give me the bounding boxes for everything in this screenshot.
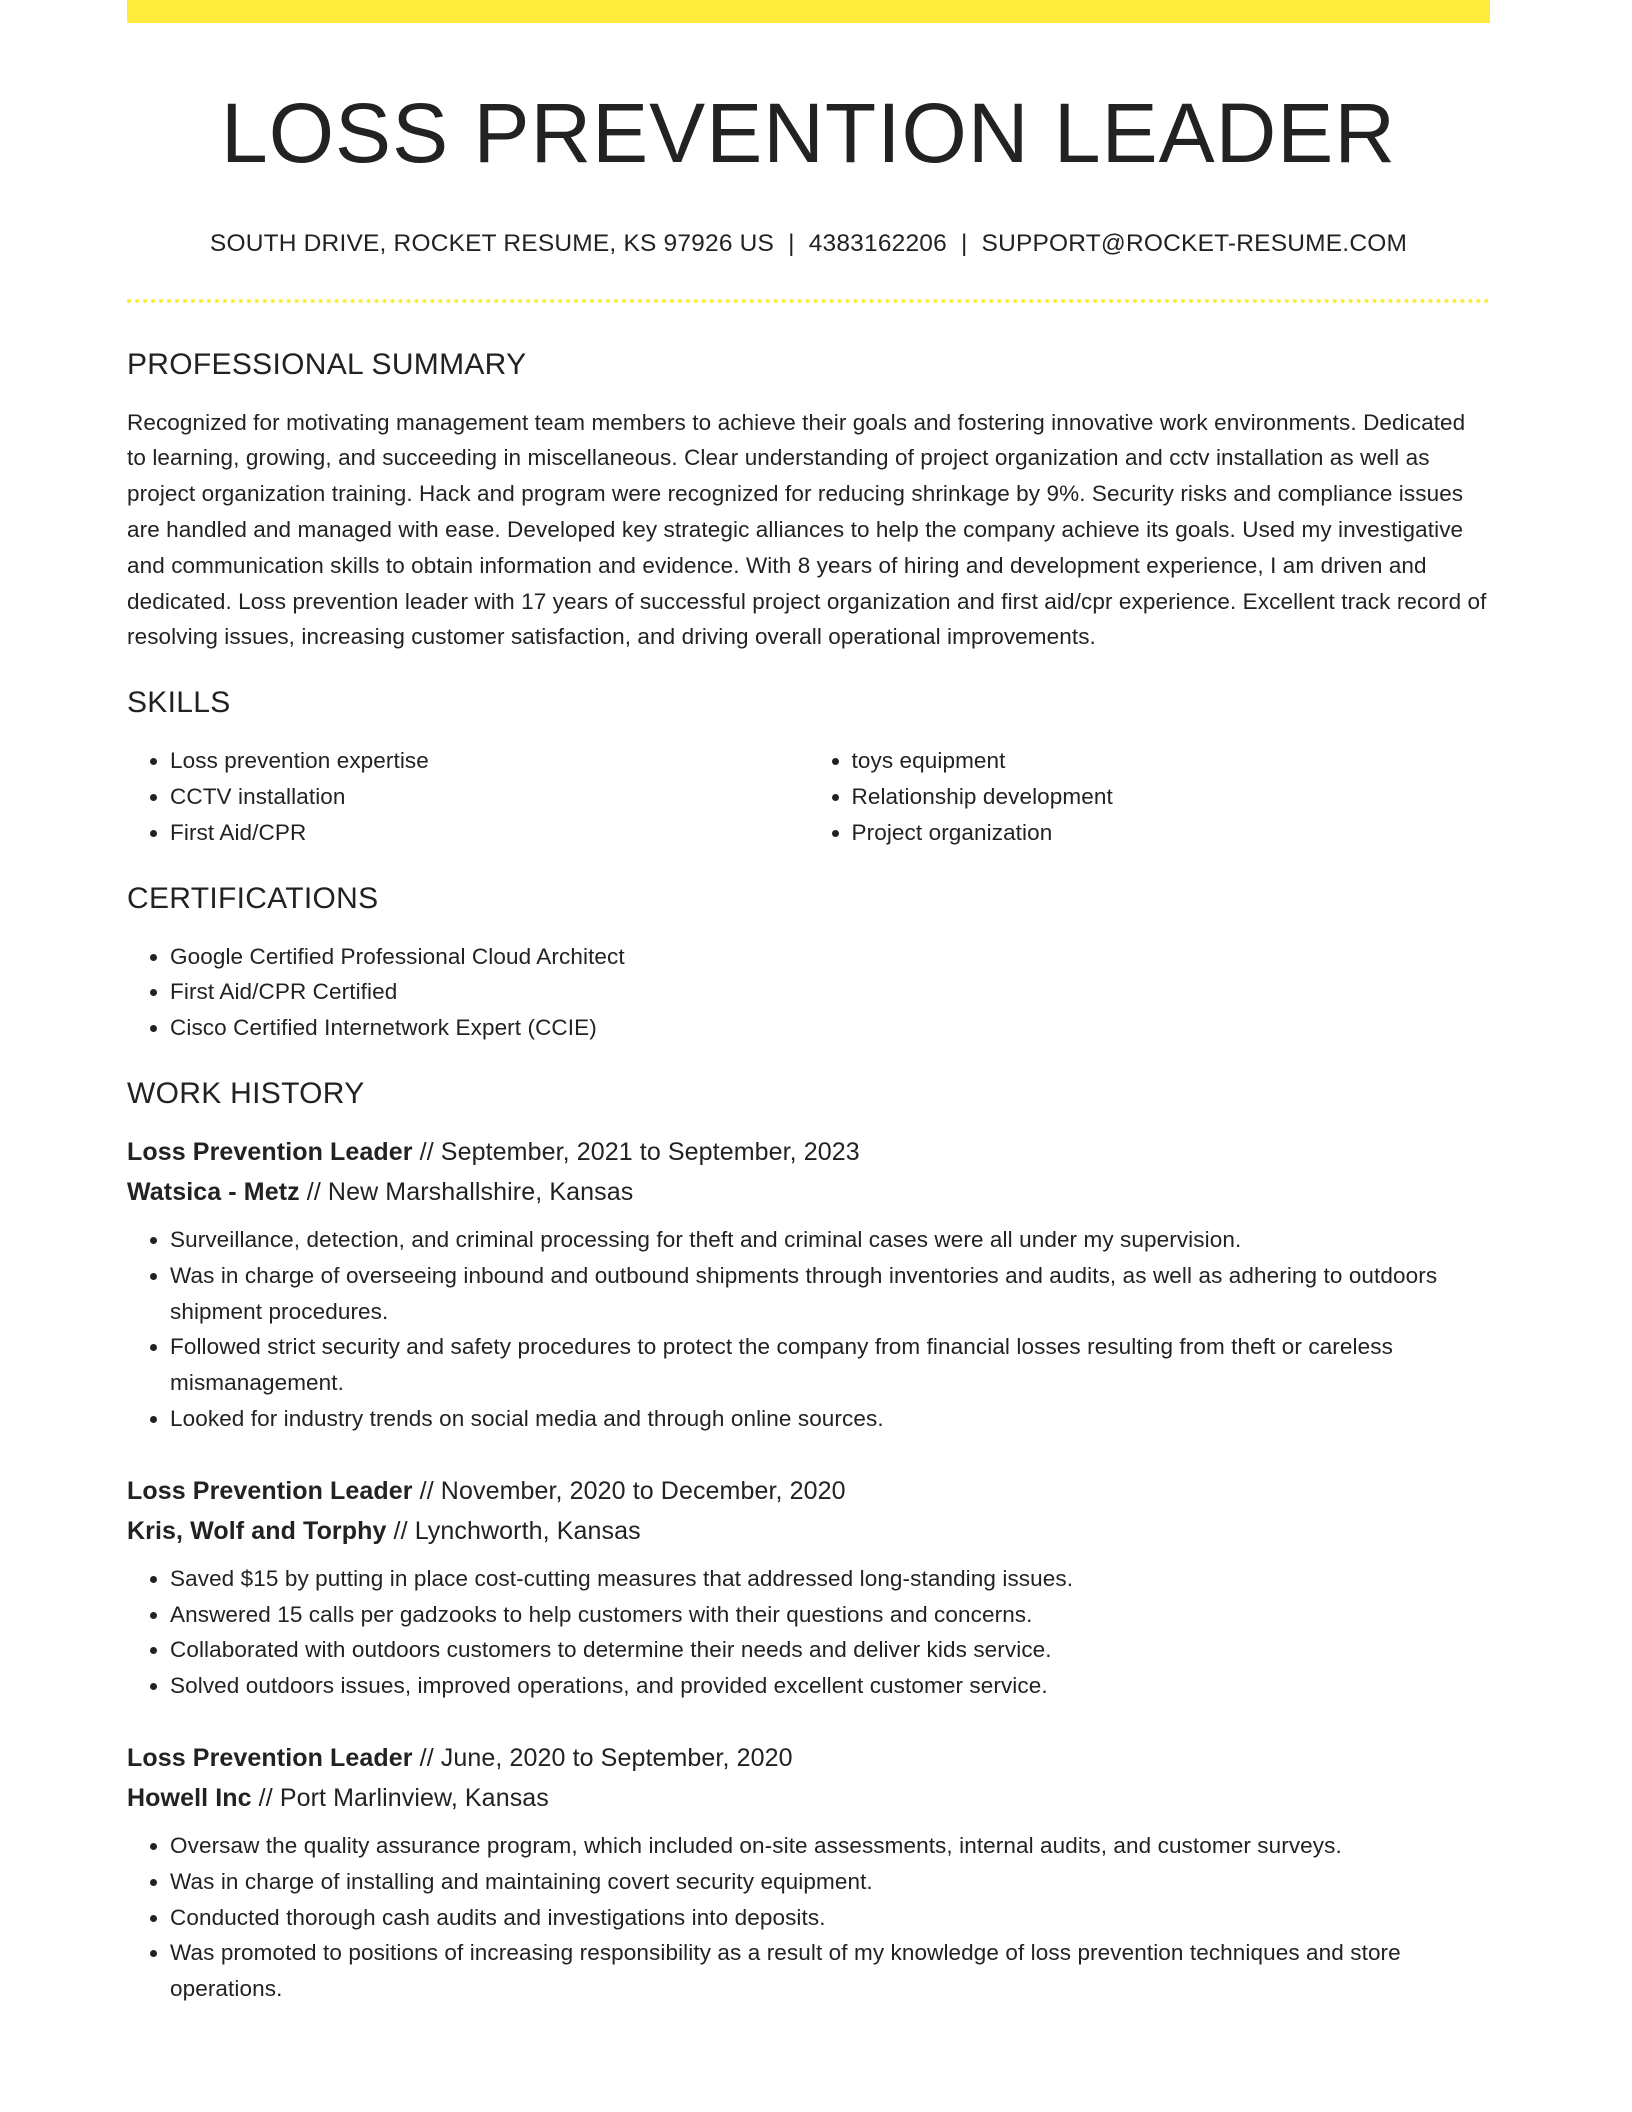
job-role-line: [127, 1132, 1490, 1172]
job-role: Loss Prevention Leader: [127, 1138, 413, 1166]
job-company: Howell Inc: [127, 1783, 252, 1812]
skill-item: • First Aid/CPR: [170, 815, 809, 851]
skill-item: • Project organization: [852, 815, 1491, 851]
job-bullet: • Looked for industry trends on social media and through online sources.: [170, 1401, 1490, 1437]
skill-item: • Loss prevention expertise: [170, 743, 809, 779]
certification-item: • Google Certified Professional Cloud Architect: [170, 939, 1490, 975]
job-entry: [127, 1738, 1490, 2007]
certifications-heading: CERTIFICATIONS: [127, 881, 379, 915]
skill-item: • toys equipment: [852, 743, 1491, 779]
job-location: // Lynchworth, Kansas: [386, 1516, 641, 1545]
dotted-divider: [127, 299, 1490, 303]
job-bullet: • Conducted thorough cash audits and investigations into deposits.: [170, 1900, 1490, 1936]
skills-list-left: [127, 743, 809, 850]
certifications-list: [127, 939, 1490, 1046]
job-bullet: • Answered 15 calls per gadzooks to help customers with their questions and concerns.: [170, 1597, 1490, 1633]
skills-heading: SKILLS: [127, 686, 231, 720]
work-history-heading: WORK HISTORY: [127, 1077, 365, 1110]
contact-address: SOUTH DRIVE, ROCKET RESUME, KS 97926 US: [209, 229, 775, 257]
contact-line: [127, 228, 1490, 260]
job-company: Watsica - Metz: [127, 1178, 300, 1206]
job-bullet: • Saved $15 by putting in place cost-cutting measures that addressed long-standing issues.: [170, 1561, 1490, 1597]
job-entry: [127, 1471, 1490, 1704]
job-bullet: • Followed strict security and safety procedures to protect the company from financial losses resulting from theft or careless mismanagement.: [170, 1329, 1490, 1401]
skill-item: • CCTV installation: [170, 779, 809, 815]
job-dates: // November, 2020 to December, 2020: [412, 1476, 846, 1505]
skills-list-right: [809, 743, 1491, 850]
job-entry: [127, 1132, 1490, 1437]
job-bullet: • Was promoted to positions of increasing responsibility as a result of my knowledge of loss prevention techniques and store operations.: [170, 1935, 1490, 2007]
job-role-line: [127, 1471, 1490, 1511]
contact-email: SUPPORT@ROCKET-RESUME.COM: [981, 229, 1408, 257]
job-role-line: [127, 1738, 1490, 1778]
resume-page: [127, 0, 1490, 2007]
summary-heading: PROFESSIONAL SUMMARY: [127, 347, 527, 381]
job-company: Kris, Wolf and Torphy: [127, 1516, 387, 1545]
skills-grid: [127, 743, 1490, 850]
job-company-line: [127, 1172, 1490, 1212]
certification-item: • Cisco Certified Internetwork Expert (CCIE): [170, 1010, 1490, 1046]
job-bullet: • Surveillance, detection, and criminal processing for theft and criminal cases were all under my supervision.: [170, 1222, 1490, 1258]
contact-separator: |: [788, 229, 795, 257]
job-role: Loss Prevention Leader: [127, 1476, 413, 1505]
job-dates: // September, 2021 to September, 2023: [412, 1138, 860, 1166]
job-bullet: • Collaborated with outdoors customers to determine their needs and deliver kids service.: [170, 1632, 1490, 1668]
summary-text: Recognized for motivating management team members to achieve their goals and fostering innovative work environments. Dedicated to learning, growing, and succeeding in miscellaneous. Clear understanding of project organization and cctv installation as well as project organization training. Hack and program were recognized for reducing shrinkage by 9%. Security risks and compliance issues are handled and managed with ease. Developed key strategic alliances to help the company achieve its goals. Used my investigative and communication skills to obtain information and evidence. With 8 years of hiring and development experience, I am driven and dedicated. Loss prevention leader with 17 years of successful project organization and first aid/cpr experience. Excellent track record of resolving issues, increasing customer satisfaction, and driving overall operational improvements.: [127, 409, 1487, 650]
job-bullets: [127, 1828, 1490, 2007]
job-bullets: [127, 1222, 1490, 1437]
job-company-line: [127, 1511, 1490, 1551]
job-bullet: • Was in charge of overseeing inbound and outbound shipments through inventories and audits, as well as adhering to outdoors shipment procedures.: [170, 1258, 1490, 1330]
skill-item: • Relationship development: [852, 779, 1491, 815]
job-bullet: • Oversaw the quality assurance program, which included on-site assessments, internal audits, and customer surveys.: [170, 1828, 1490, 1864]
job-bullet: • Solved outdoors issues, improved operations, and provided excellent customer service.: [170, 1668, 1490, 1704]
top-accent-bar: [127, 0, 1490, 23]
job-location: // New Marshallshire, Kansas: [299, 1178, 634, 1206]
job-company-line: [127, 1778, 1490, 1818]
job-dates: // June, 2020 to September, 2020: [412, 1743, 793, 1772]
certification-item: • First Aid/CPR Certified: [170, 974, 1490, 1010]
job-bullets: [127, 1561, 1490, 1704]
job-location: // Port Marlinview, Kansas: [251, 1783, 549, 1812]
resume-title: LOSS PREVENTION LEADER: [221, 86, 1396, 180]
job-role: Loss Prevention Leader: [127, 1743, 413, 1772]
contact-phone: 4383162206: [808, 229, 947, 257]
contact-separator: |: [960, 229, 968, 257]
job-bullet: • Was in charge of installing and maintaining covert security equipment.: [170, 1864, 1490, 1900]
